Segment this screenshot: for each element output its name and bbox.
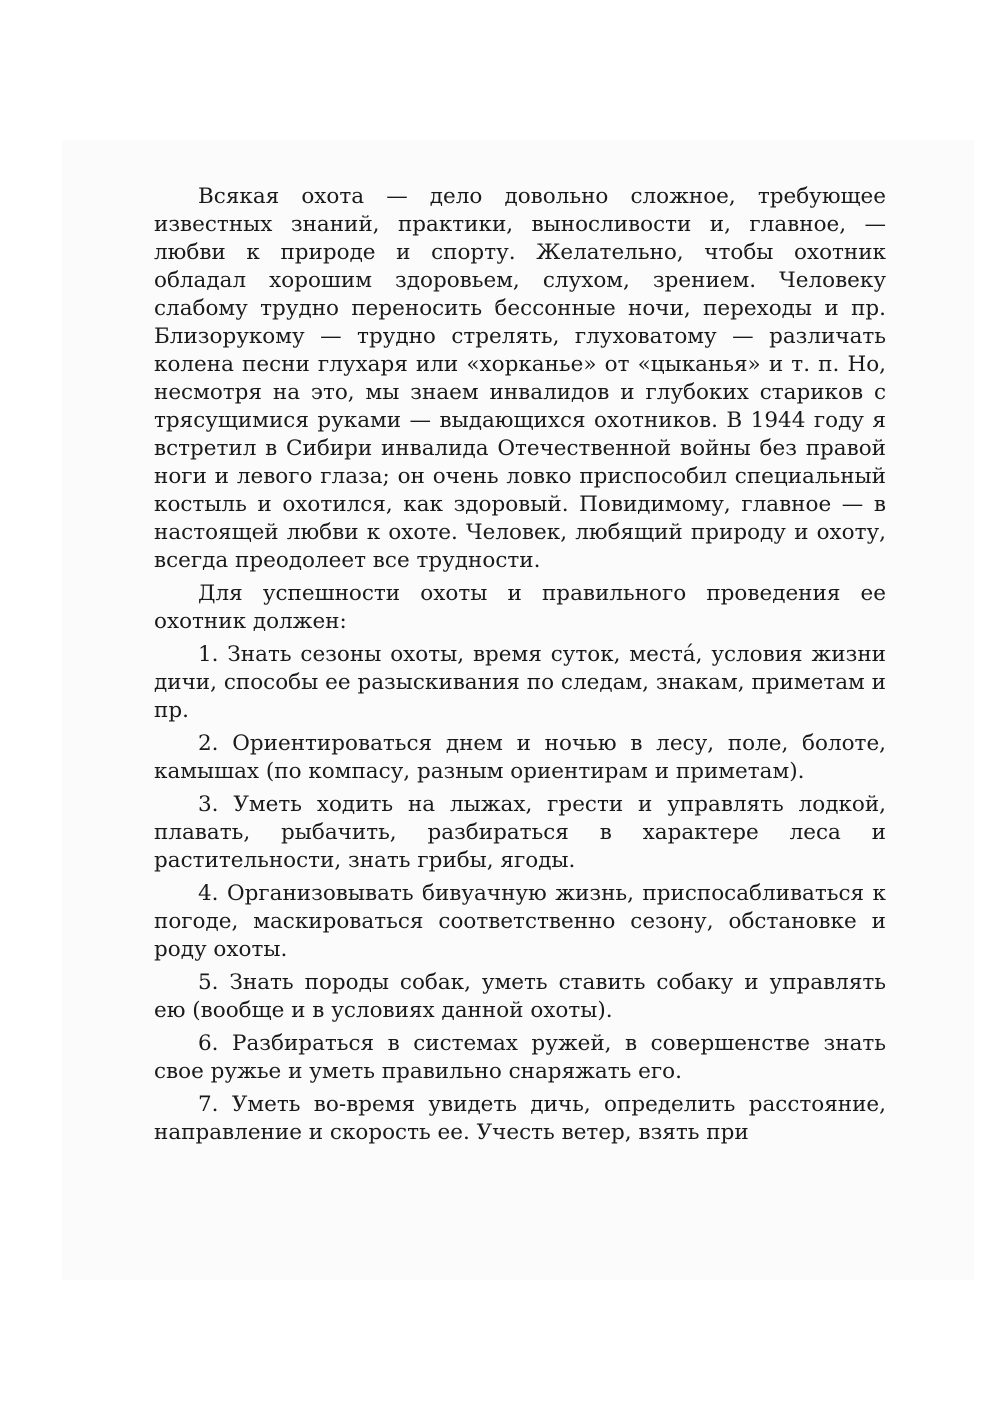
list-item-7: 7. Уметь во-время увидеть дичь, определить расстояние, направление и скорость ее. Учесть ветер, взять при <box>154 1092 886 1145</box>
list-item-2: 2. Ориентироваться днем и ночью в лесу, поле, болоте, камышах (по компасу, разным ориентирам и приметам). <box>154 731 886 784</box>
list-item-4: 4. Организовывать бивуачную жизнь, приспосабливаться к погоде, маскироваться соответственно сезону, обстановке и роду охоты. <box>154 881 886 962</box>
list-item-1: 1. Знать сезоны охоты, время суток, места́, условия жизни дичи, способы ее разыскивания по следам, знакам, приметам и пр. <box>154 642 886 723</box>
list-item-6: 6. Разбираться в системах ружей, в совершенстве знать свое ружье и уметь правильно снаряжать его. <box>154 1031 886 1084</box>
list-lead-paragraph: Для успешности охоты и правильного проведения ее охотник должен: <box>154 581 886 634</box>
list-item-3: 3. Уметь ходить на лыжах, грести и управлять лодкой, плавать, рыбачить, разбираться в характере леса и растительности, знать грибы, ягоды. <box>154 792 886 873</box>
list-item-5: 5. Знать породы собак, уметь ставить собаку и управлять ею (вообще и в условиях данной охоты). <box>154 970 886 1023</box>
page-text <box>154 183 886 1147</box>
intro-paragraph: Всякая охота — дело довольно сложное, требующее известных знаний, практики, выносливости и, главное, — любви к природе и спорту. Желательно, чтобы охотник обладал хорошим здоровьем, слухом, зрением. Человеку слабому трудно переносить бессонные ночи, переходы и пр. Близорукому — трудно стрелять, глуховатому — различать колена песни глухаря или «хорканье» от «цыканья» и т. п. Но, несмотря на это, мы знаем инвалидов и глубоких стариков с трясущимися руками — выдающихся охотников. В 1944 году я встретил в Сибири инвалида Отечественной войны без правой ноги и левого глаза; он очень ловко приспособил специальный костыль и охотился, как здоровый. Повидимому, главное — в настоящей любви к охоте. Человек, любящий природу и охоту, всегда преодолеет все трудности. <box>154 184 886 573</box>
